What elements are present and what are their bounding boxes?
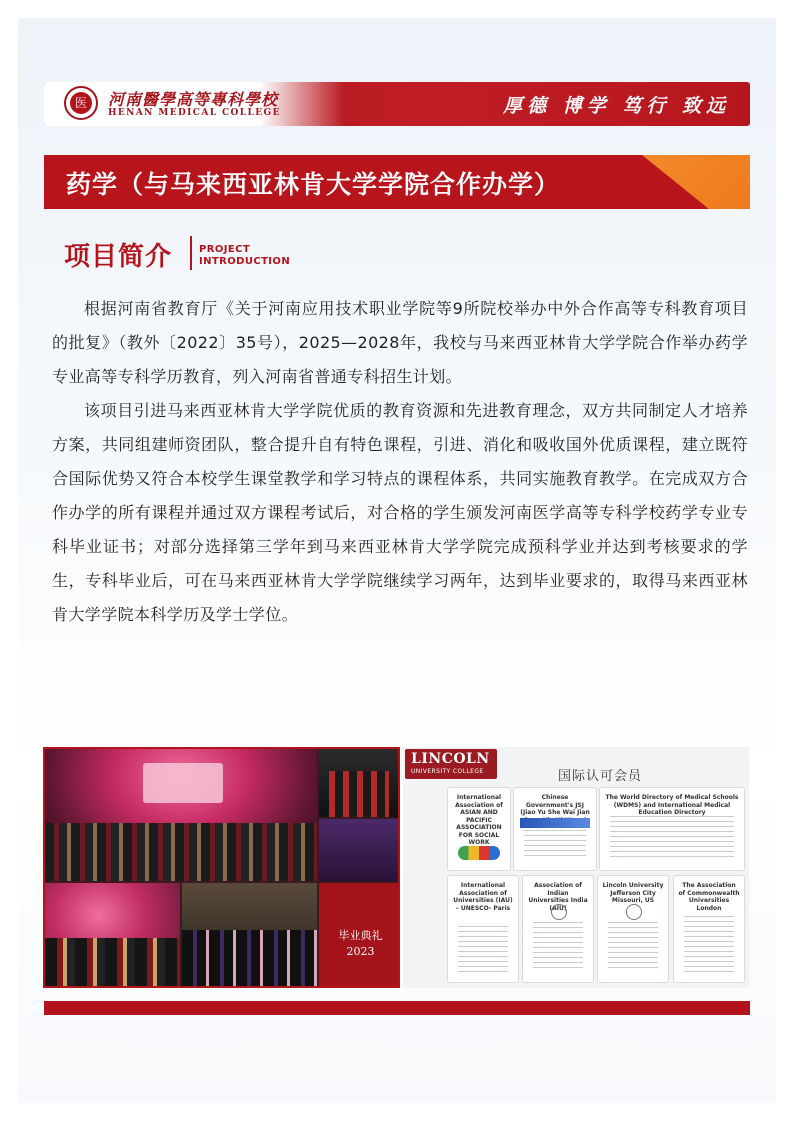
intro-body — [52, 292, 748, 632]
caption-panel — [319, 883, 400, 988]
school-name-en: HENAN MEDICAL COLLEGE — [108, 108, 281, 118]
graduation-photo-collage — [43, 747, 400, 988]
section-title: 项目简介 — [64, 242, 173, 272]
accreditation-card: Lincoln University Jefferson City Missouri, US — [597, 875, 669, 983]
photo-caption: 毕业典礼 — [338, 929, 383, 942]
paragraph: 根据河南省教育厅《关于河南应用技术职业学院等9所院校举办中外合作高等专科教育项目的批复》（教外〔2022〕35号），2025—2028年，我校与马来西亚林肯大学学院合作举办药学专业高等专科学历教育，列入河南省普通专科招生计划。 — [52, 299, 748, 386]
page-title: 药学（与马来西亚林肯大学学院合作办学） — [66, 170, 561, 199]
accreditation-card: The World Directory of Medical Schools (WDMS) and International Medical Education Directory — [599, 787, 745, 871]
school-motto: 厚德 博学 笃行 致远 — [503, 95, 730, 117]
accreditation-card: International Association of Universities (IAU) – UNESCO- Paris — [447, 875, 519, 983]
bottom-bar — [44, 1001, 750, 1015]
lincoln-logo: LINCOLN UNIVERSITY COLLEGE — [405, 749, 497, 779]
accreditation-image — [403, 747, 749, 988]
section-divider — [190, 236, 192, 270]
school-seal-icon: 医 — [64, 86, 98, 120]
section-title-en — [199, 244, 290, 268]
graduates-closeup-photo — [319, 819, 400, 881]
section-title-en-line2: INTRODUCTION — [199, 256, 291, 267]
logo-area — [44, 82, 344, 126]
accreditation-card: International Association of ASIAN AND PACIFIC ASSOCIATION FOR SOCIAL WORK — [447, 787, 511, 871]
accreditation-card: The Association of Commonwealth Universities London — [673, 875, 745, 983]
accreditation-card: Association of Indian Universities India (AIU) — [522, 875, 594, 983]
accreditation-title: 国际认可会员 — [558, 769, 643, 784]
section-title-en-line1: PROJECT — [199, 244, 251, 255]
accreditation-card: Chinese Government's JSJ (Jiao Yu She Wai Jian — [513, 787, 597, 871]
header-band — [44, 82, 750, 126]
ceremony-stage-photo — [45, 883, 180, 988]
paragraph: 该项目引进马来西亚林肯大学学院优质的教育资源和先进教育理念，双方共同制定人才培养方案，共同组建师资团队，整合提升自有特色课程，引进、消化和吸收国外优质课程，建立既符合国际优势又符合本校学生课堂教学和学习特点的课程体系，共同实施教育教学。在完成双方合作办学的所有课程并通过双方课程考试后，对合格的学生颁发河南医学高等专科学校药学专业专科毕业证书；对部分选择第三学年到马来西亚林肯大学学院完成预科学业并达到考核要求的学生，专科毕业后，可在马来西亚林肯大学学院继续学习两年，达到毕业要求的，取得马来西亚林肯大学学院本科学历及学士学位。 — [52, 401, 748, 624]
graduates-photo — [319, 749, 400, 817]
photo-caption-year: 2023 — [346, 945, 375, 958]
audience-photo — [182, 883, 317, 988]
school-name-cn: 河南醫學高等專科學校 — [108, 90, 279, 109]
graduation-hall-photo — [45, 749, 317, 881]
title-band — [44, 155, 750, 209]
